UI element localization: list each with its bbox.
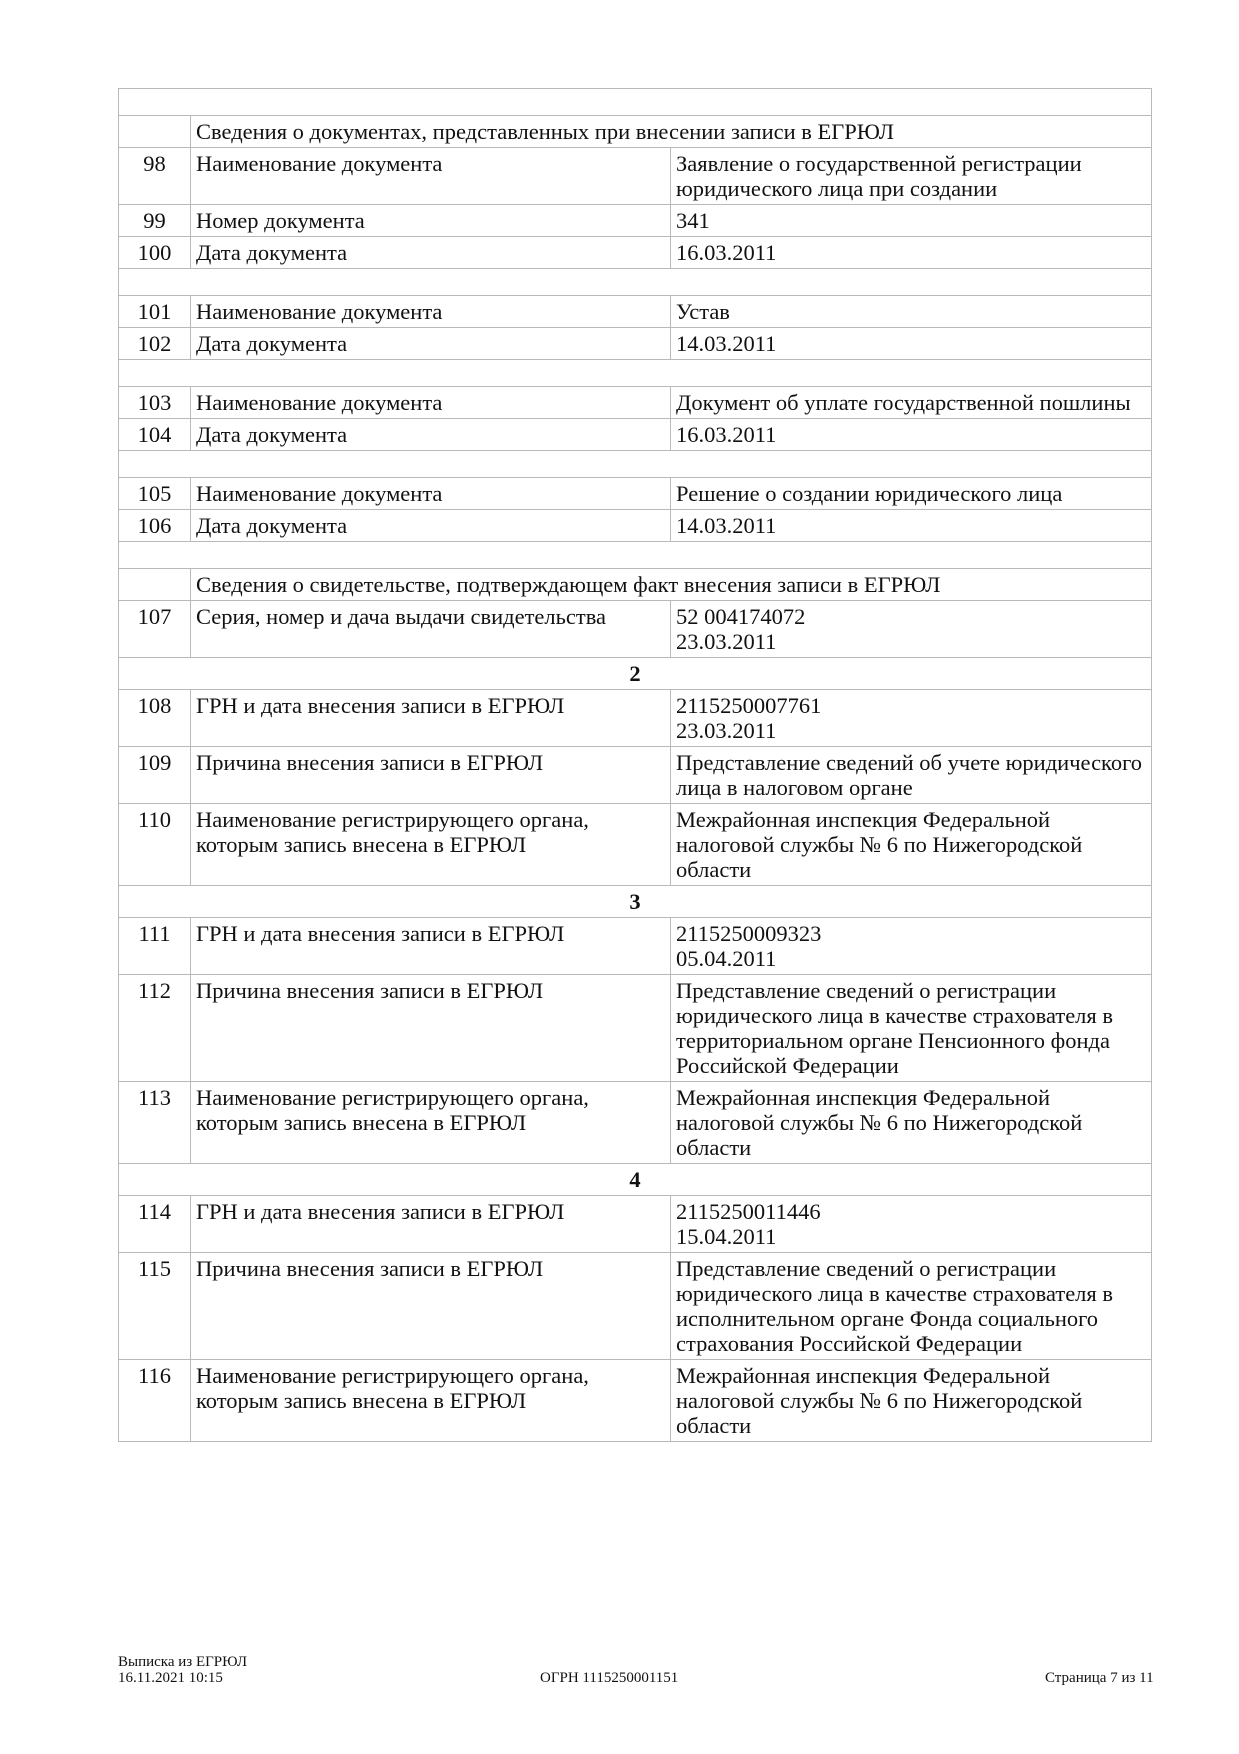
row-number: 102	[119, 328, 191, 360]
field-value: Межрайонная инспекция Федеральной налоговой службы № 6 по Нижегородской области	[671, 804, 1152, 886]
field-label: Наименование документа	[191, 296, 671, 328]
footer-ogrn: ОГРН 1115250001151	[540, 1670, 679, 1686]
row-number: 104	[119, 419, 191, 451]
spacer-cell	[119, 451, 1152, 478]
section-header-num-cell	[119, 116, 191, 148]
field-label: Наименование документа	[191, 387, 671, 419]
table-row	[119, 601, 1152, 658]
row-number: 111	[119, 918, 191, 975]
field-value: Представление сведений об учете юридического лица в налоговом органе	[671, 747, 1152, 804]
row-number: 113	[119, 1082, 191, 1164]
footer-page-number: Страница 7 из 11	[1045, 1670, 1154, 1686]
field-value: 52 004174072 23.03.2011	[671, 601, 1152, 658]
row-number: 110	[119, 804, 191, 886]
record-group-number: 2	[119, 658, 1152, 690]
field-label: Причина внесения записи в ЕГРЮЛ	[191, 747, 671, 804]
row-number: 109	[119, 747, 191, 804]
row-number: 98	[119, 148, 191, 205]
row-number: 114	[119, 1196, 191, 1253]
spacer-cell	[119, 542, 1152, 569]
record-group-number: 4	[119, 1164, 1152, 1196]
field-value: Устав	[671, 296, 1152, 328]
field-value: 2115250007761 23.03.2011	[671, 690, 1152, 747]
field-value: Заявление о государственной регистрации юридического лица при создании	[671, 148, 1152, 205]
field-value: 16.03.2011	[671, 237, 1152, 269]
field-label: Наименование документа	[191, 148, 671, 205]
field-label: Наименование регистрирующего органа, которым запись внесена в ЕГРЮЛ	[191, 1360, 671, 1442]
section-header-title: Сведения о документах, представленных при внесении записи в ЕГРЮЛ	[191, 116, 1152, 148]
field-value: 14.03.2011	[671, 510, 1152, 542]
spacer-row	[119, 269, 1152, 296]
section-header-num-cell	[119, 569, 191, 601]
field-label: ГРН и дата внесения записи в ЕГРЮЛ	[191, 918, 671, 975]
row-number: 106	[119, 510, 191, 542]
field-label: Наименование регистрирующего органа, которым запись внесена в ЕГРЮЛ	[191, 804, 671, 886]
field-label: ГРН и дата внесения записи в ЕГРЮЛ	[191, 1196, 671, 1253]
field-label: ГРН и дата внесения записи в ЕГРЮЛ	[191, 690, 671, 747]
row-number: 101	[119, 296, 191, 328]
table-row	[119, 1360, 1152, 1442]
table-row	[119, 510, 1152, 542]
table-row	[119, 747, 1152, 804]
spacer-cell	[119, 269, 1152, 296]
field-label: Дата документа	[191, 328, 671, 360]
footer-document-title-date: Выписка из ЕГРЮЛ 16.11.2021 10:15	[118, 1654, 247, 1686]
table-row	[119, 1082, 1152, 1164]
field-label: Дата документа	[191, 510, 671, 542]
table-row	[119, 328, 1152, 360]
table-row	[119, 387, 1152, 419]
field-label: Номер документа	[191, 205, 671, 237]
field-value: 341	[671, 205, 1152, 237]
section-header-row	[119, 569, 1152, 601]
field-value: 2115250009323 05.04.2011	[671, 918, 1152, 975]
egrul-extract-table	[118, 88, 1152, 1442]
row-number: 107	[119, 601, 191, 658]
field-value: 2115250011446 15.04.2011	[671, 1196, 1152, 1253]
field-label: Наименование документа	[191, 478, 671, 510]
section-header-row	[119, 116, 1152, 148]
table-row	[119, 975, 1152, 1082]
table-row	[119, 419, 1152, 451]
row-number: 108	[119, 690, 191, 747]
spacer-row	[119, 360, 1152, 387]
table-row	[119, 205, 1152, 237]
row-number: 112	[119, 975, 191, 1082]
spacer-row	[119, 542, 1152, 569]
spacer-cell	[119, 89, 1152, 116]
field-value: 16.03.2011	[671, 419, 1152, 451]
row-number: 115	[119, 1253, 191, 1360]
row-number: 99	[119, 205, 191, 237]
row-number: 105	[119, 478, 191, 510]
record-group-row	[119, 1164, 1152, 1196]
field-value: Представление сведений о регистрации юридического лица в качестве страхователя в территориальном органе Пенсионного фонда Российской Федерации	[671, 975, 1152, 1082]
field-value: 14.03.2011	[671, 328, 1152, 360]
table-row	[119, 478, 1152, 510]
record-group-row	[119, 886, 1152, 918]
spacer-row	[119, 451, 1152, 478]
field-label: Причина внесения записи в ЕГРЮЛ	[191, 1253, 671, 1360]
row-number: 103	[119, 387, 191, 419]
row-number: 116	[119, 1360, 191, 1442]
table-row	[119, 804, 1152, 886]
table-row	[119, 918, 1152, 975]
field-label: Наименование регистрирующего органа, которым запись внесена в ЕГРЮЛ	[191, 1082, 671, 1164]
section-header-title: Сведения о свидетельстве, подтверждающем факт внесения записи в ЕГРЮЛ	[191, 569, 1152, 601]
field-value: Межрайонная инспекция Федеральной налоговой службы № 6 по Нижегородской области	[671, 1082, 1152, 1164]
table-row	[119, 1196, 1152, 1253]
record-group-row	[119, 658, 1152, 690]
field-label: Серия, номер и дача выдачи свидетельства	[191, 601, 671, 658]
record-group-number: 3	[119, 886, 1152, 918]
field-label: Дата документа	[191, 419, 671, 451]
spacer-row	[119, 89, 1152, 116]
field-label: Дата документа	[191, 237, 671, 269]
table-row	[119, 296, 1152, 328]
field-value: Представление сведений о регистрации юридического лица в качестве страхователя в исполнительном органе Фонда социального страхования Российской Федерации	[671, 1253, 1152, 1360]
table-row	[119, 690, 1152, 747]
table-row	[119, 148, 1152, 205]
table-body	[119, 89, 1152, 1442]
field-label: Причина внесения записи в ЕГРЮЛ	[191, 975, 671, 1082]
table-row	[119, 237, 1152, 269]
field-value: Решение о создании юридического лица	[671, 478, 1152, 510]
field-value: Документ об уплате государственной пошлины	[671, 387, 1152, 419]
spacer-cell	[119, 360, 1152, 387]
table-row	[119, 1253, 1152, 1360]
field-value: Межрайонная инспекция Федеральной налоговой службы № 6 по Нижегородской области	[671, 1360, 1152, 1442]
row-number: 100	[119, 237, 191, 269]
